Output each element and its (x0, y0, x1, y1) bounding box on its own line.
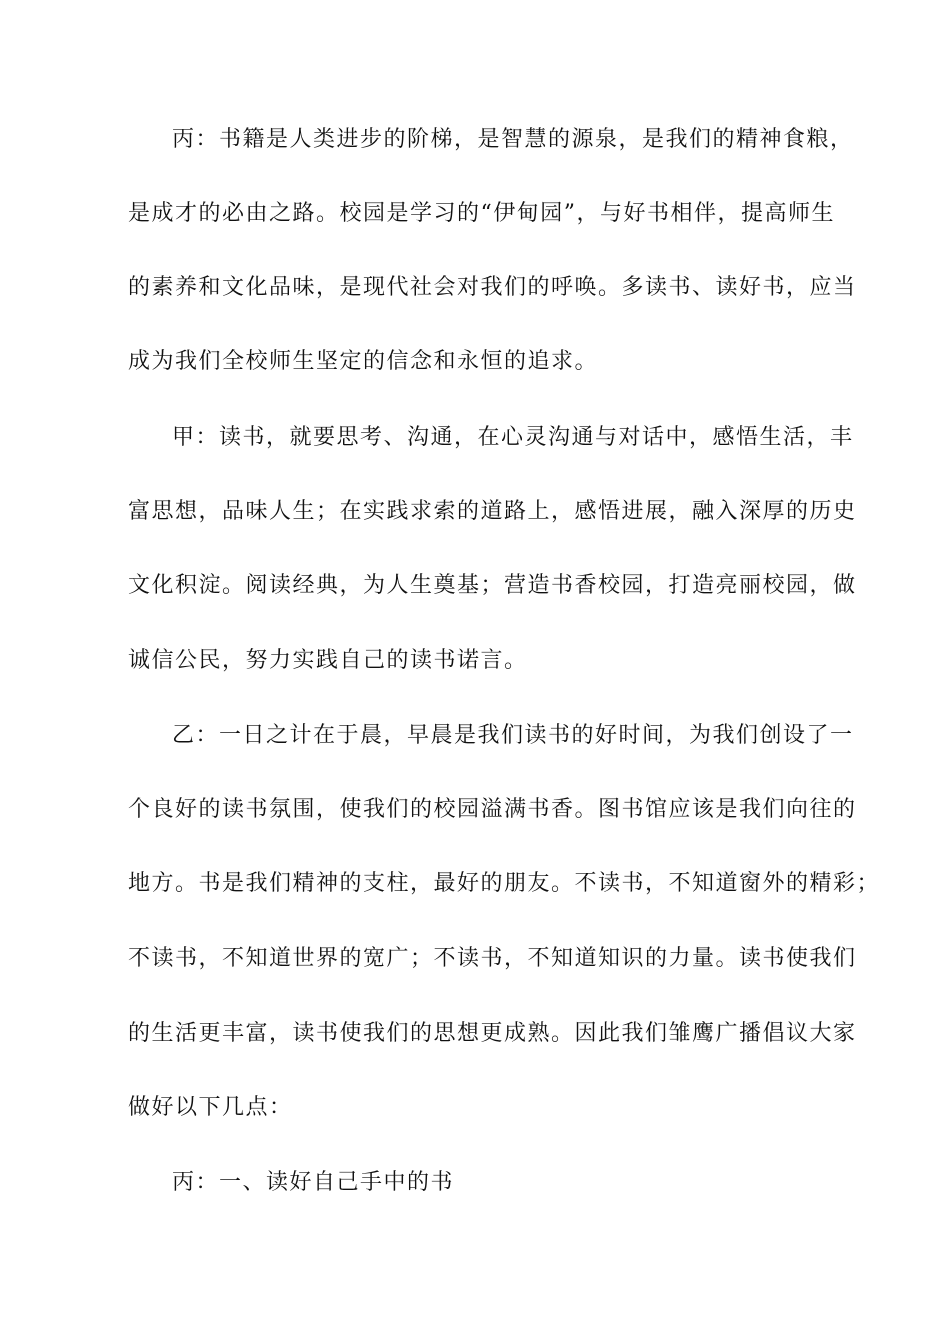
paragraph-yi-line-1: 乙：一日之计在于晨，早晨是我们读书的好时间，为我们创设了一 (172, 723, 854, 748)
paragraph-yi-line-6: 做好以下几点： (128, 1095, 293, 1120)
paragraph-jia-line-1: 甲：读书，就要思考、沟通，在心灵沟通与对话中，感悟生活，丰 (172, 425, 854, 450)
paragraph-bing-line-2: 是成才的必由之路。校园是学习的“伊甸园”，与好书相伴，提高师生 (128, 201, 835, 226)
paragraph-bing-item-1: 丙：一、读好自己手中的书 (172, 1170, 455, 1195)
paragraph-yi-line-5: 的生活更丰富，读书使我们的思想更成熟。因此我们雏鹰广播倡议大家 (128, 1021, 857, 1046)
paragraph-jia-line-2: 富思想，品味人生；在实践求索的道路上，感悟进展，融入深厚的历史 (128, 499, 857, 524)
paragraph-yi-line-3: 地方。书是我们精神的支柱，最好的朋友。不读书，不知道窗外的精彩； (128, 871, 881, 896)
paragraph-jia-line-4: 诚信公民，努力实践自己的读书诺言。 (128, 648, 528, 673)
paragraph-bing-line-3: 的素养和文化品味，是现代社会对我们的呼唤。多读书、读好书，应当 (128, 275, 857, 300)
paragraph-bing-line-1: 丙：书籍是人类进步的阶梯，是智慧的源泉，是我们的精神食粮， (172, 127, 854, 152)
paragraph-bing-line-4: 成为我们全校师生坚定的信念和永恒的追求。 (128, 349, 599, 374)
paragraph-jia-line-3: 文化积淀。阅读经典，为人生奠基；营造书香校园，打造亮丽校园，做 (128, 573, 857, 598)
paragraph-yi-line-4: 不读书，不知道世界的宽广；不读书，不知道知识的力量。读书使我们 (128, 946, 857, 971)
paragraph-yi-line-2: 个良好的读书氛围，使我们的校园溢满书香。图书馆应该是我们向往的 (128, 797, 857, 822)
